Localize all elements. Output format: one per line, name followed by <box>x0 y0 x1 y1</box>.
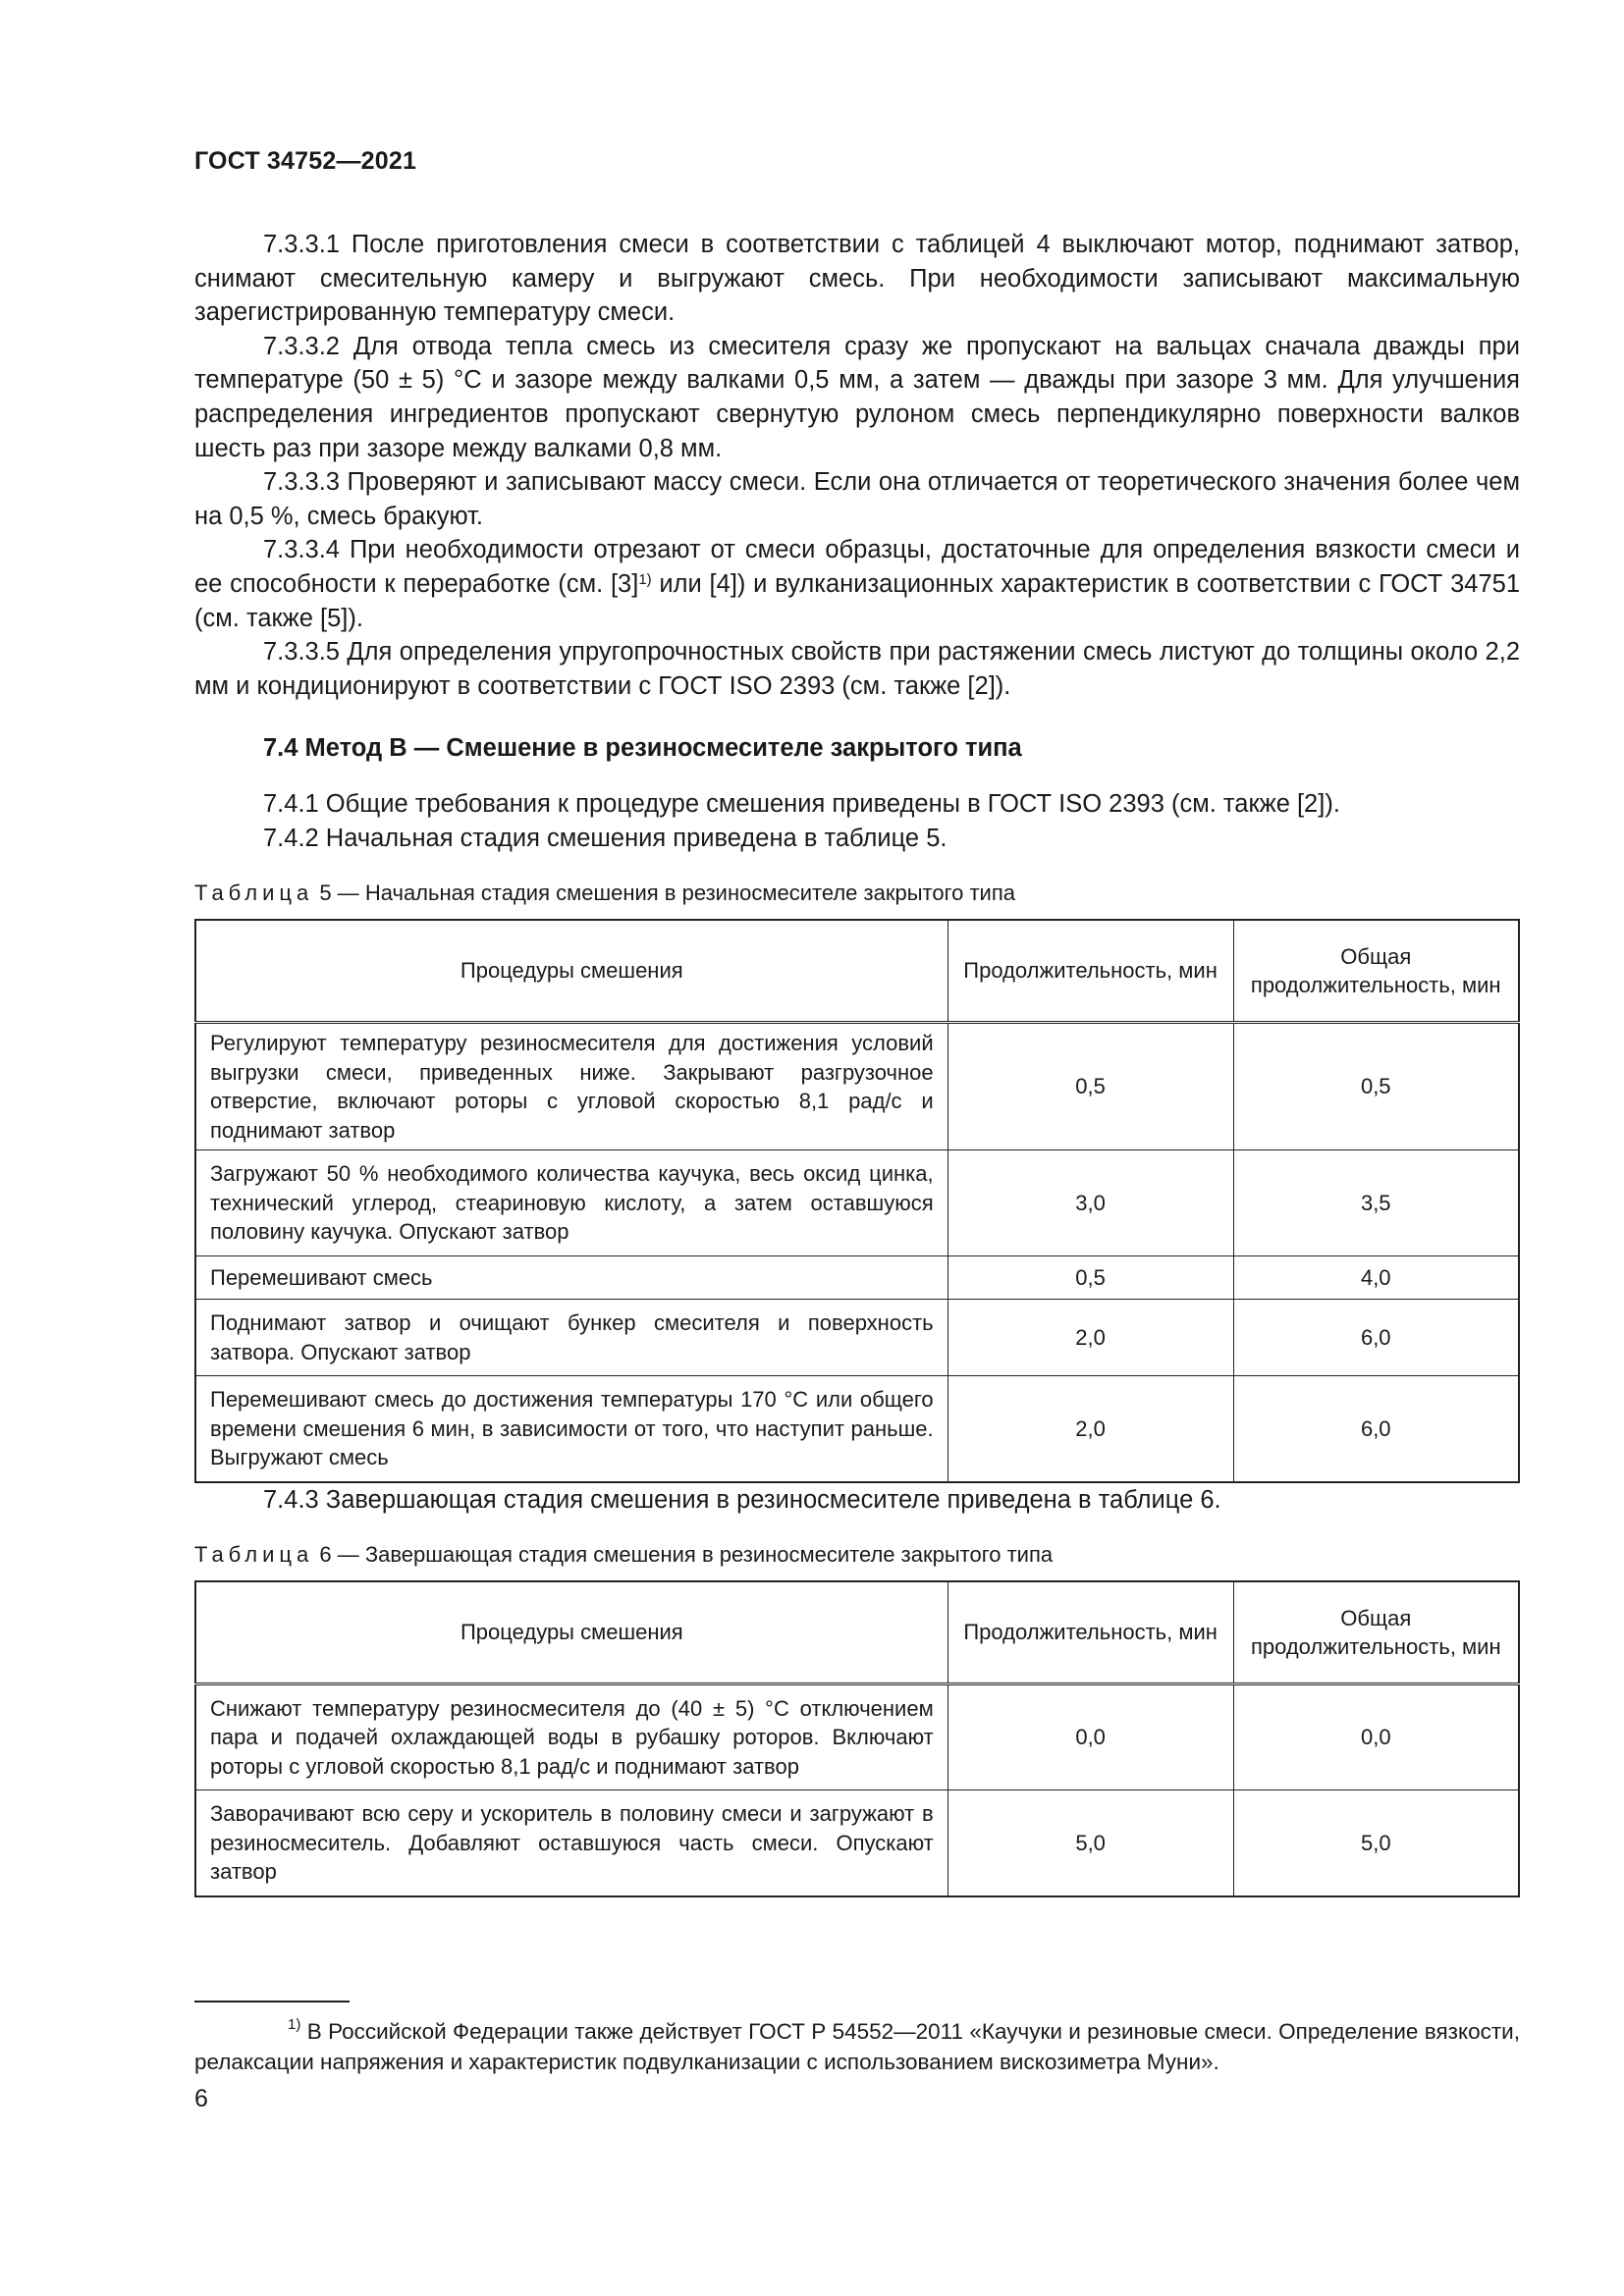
table5-cell-total: 3,5 <box>1233 1150 1519 1256</box>
table5-caption-text: 5 — Начальная стадия смешения в резиносмесителе закрытого типа <box>313 881 1015 906</box>
table5-cell-duration: 2,0 <box>947 1300 1233 1376</box>
document-header: ГОСТ 34752—2021 <box>194 147 417 175</box>
paragraph-7-3-3-4 <box>194 533 1520 635</box>
paragraph-7-3-3-2: 7.3.3.2 Для отвода тепла смесь из смесителя сразу же пропускают на вальцах сначала дважды при температуре (50 ± 5) °С и зазоре между валками 0,5 мм, а затем — дважды при зазоре 3 мм. Для улучшения распределения ингредиентов пропускают свернутую рулоном смесь перпендикулярно поверхности валков шесть раз при зазоре между валками 0,8 мм. <box>194 332 1520 462</box>
table6-cell-duration: 0,0 <box>947 1684 1233 1790</box>
table6-cell-total: 0,0 <box>1233 1684 1519 1790</box>
table6-header-duration: Продолжительность, мин <box>947 1581 1233 1684</box>
table5-cell-duration: 2,0 <box>947 1376 1233 1482</box>
page-number: 6 <box>194 2085 208 2112</box>
paragraph-7-3-3-1: 7.3.3.1 После приготовления смеси в соответствии с таблицей 4 выключают мотор, поднимают затвор, снимают смесительную камеру и выгружают смесь. При необходимости записывают максимальную зарегистрированную температуру смеси. <box>194 231 1520 327</box>
table-row <box>195 1023 1519 1150</box>
footnote-divider <box>194 2001 350 2002</box>
table6-cell-total: 5,0 <box>1233 1790 1519 1896</box>
table6-caption-label: Таблица <box>194 1542 314 1568</box>
table6-cell-procedure: Снижают температуру резиносмесителя до (40 ± 5) °С отключением пара и подачей охлаждающей воды в рубашку роторов. Включают роторы с угловой скоростью 8,1 рад/с и поднимают затвор <box>195 1684 947 1790</box>
paragraph-7-4-3: 7.4.3 Завершающая стадия смешения в резиносмесителе приведена в таблице 6. <box>263 1485 1221 1514</box>
paragraph-7-3-3-3: 7.3.3.3 Проверяют и записывают массу смеси. Если она отличается от теоретического значения более чем на 0,5 %, смесь бракуют. <box>194 468 1520 530</box>
table6-caption-text: 6 — Завершающая стадия смешения в резиносмесителе закрытого типа <box>313 1542 1054 1568</box>
table-row <box>195 1256 1519 1300</box>
table5-header-total: Общая продолжительность, мин <box>1233 920 1519 1023</box>
table-5 <box>194 919 1520 1483</box>
table5-header-row <box>195 920 1519 1023</box>
table5-header-procedures: Процедуры смешения <box>195 920 947 1023</box>
table5-cell-duration: 0,5 <box>947 1256 1233 1300</box>
table5-cell-total: 4,0 <box>1233 1256 1519 1300</box>
document-body <box>194 228 1520 1897</box>
table5-header-duration: Продолжительность, мин <box>947 920 1233 1023</box>
paragraph-7-3-3-5: 7.3.3.5 Для определения упругопрочностных свойств при растяжении смесь листуют до толщины около 2,2 мм и кондиционируют в соответствии с ГОСТ ISO 2393 (см. также [2]). <box>194 638 1520 700</box>
table6-cell-duration: 5,0 <box>947 1790 1233 1896</box>
paragraph-7-3-3-4-start: 7.3.3.4 При необходимости отрезают от смеси образцы, достаточные для определения вязкости смеси и ее способности к переработке (см. [3] <box>194 536 1520 598</box>
footnote-text: В Российской Федерации также действует ГОСТ Р 54552—2011 «Каучуки и резиновые смеси. Определение вязкости, релаксации напряжения и характеристик подвулканизации с использованием вискозиметра Муни». <box>194 2019 1520 2074</box>
table6-header-total: Общая продолжительность, мин <box>1233 1581 1519 1684</box>
table5-cell-total: 6,0 <box>1233 1376 1519 1482</box>
table5-cell-total: 0,5 <box>1233 1023 1519 1150</box>
table-row <box>195 1150 1519 1256</box>
table5-cell-total: 6,0 <box>1233 1300 1519 1376</box>
table-row <box>195 1684 1519 1790</box>
table5-caption-label: Таблица <box>194 881 314 906</box>
table5-cell-procedure: Поднимают затвор и очищают бункер смесителя и поверхность затвора. Опускают затвор <box>195 1300 947 1376</box>
footnote <box>194 2016 1520 2077</box>
table5-cell-procedure: Регулируют температуру резиносмесителя для достижения условий выгрузки смеси, приведенных ниже. Закрывают разгрузочное отверстие, включают роторы с угловой скоростью 8,1 рад/с и поднимают затвор <box>195 1023 947 1150</box>
table6-cell-procedure: Заворачивают всю серу и ускоритель в половину смеси и загружают в резиносмеситель. Добавляют оставшуюся часть смеси. Опускают затвор <box>195 1790 947 1896</box>
table5-cell-duration: 3,0 <box>947 1150 1233 1256</box>
table-row <box>195 1300 1519 1376</box>
table5-cell-duration: 0,5 <box>947 1023 1233 1150</box>
table5-caption <box>194 879 1520 908</box>
table5-cell-procedure: Загружают 50 % необходимого количества каучука, весь оксид цинка, технический углерод, стеариновую кислоту, а затем оставшуюся половину каучука. Опускают затвор <box>195 1150 947 1256</box>
paragraph-7-3-3-4-end: или [4]) и вулканизационных характеристик в соответствии с ГОСТ 34751 (см. также [5]). <box>194 569 1521 632</box>
footnote-marker: 1) <box>288 2016 301 2033</box>
table5-cell-procedure: Перемешивают смесь <box>195 1256 947 1300</box>
table-row <box>195 1376 1519 1482</box>
table5-cell-procedure: Перемешивают смесь до достижения температуры 170 °С или общего времени смешения 6 мин, в зависимости от того, что наступит раньше. Выгружают смесь <box>195 1376 947 1482</box>
table6-header-row <box>195 1581 1519 1684</box>
paragraph-7-4-2: 7.4.2 Начальная стадия смешения приведена в таблице 5. <box>263 824 947 852</box>
footnote-ref: 1) <box>638 570 652 588</box>
table6-caption <box>194 1540 1520 1570</box>
table-6 <box>194 1580 1520 1897</box>
table-row <box>195 1790 1519 1896</box>
section-heading-7-4: 7.4 Метод В — Смешение в резиносмесителе закрытого типа <box>263 734 1022 763</box>
table6-header-procedures: Процедуры смешения <box>195 1581 947 1684</box>
paragraph-7-4-1: 7.4.1 Общие требования к процедуре смешения приведены в ГОСТ ISO 2393 (см. также [2]). <box>263 789 1340 818</box>
